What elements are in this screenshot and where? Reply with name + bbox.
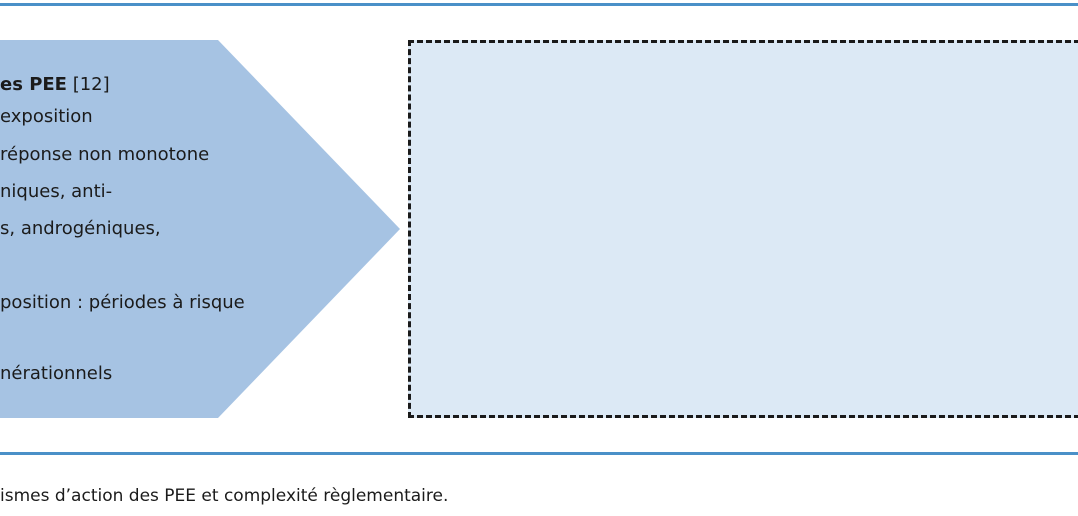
figure-caption: ismes d’action des PEE et complexité règlementaire.	[0, 486, 449, 506]
top-rule	[0, 3, 1078, 6]
mechanisms-line: exposition	[0, 106, 93, 127]
mechanisms-heading-ref: [12]	[66, 74, 110, 95]
bottom-rule	[0, 452, 1078, 455]
regulation-box	[408, 40, 1078, 418]
mechanisms-line: nérationnels	[0, 363, 113, 384]
mechanisms-heading	[0, 70, 110, 100]
mechanisms-line: niques, anti-	[0, 181, 113, 202]
mechanisms-line: réponse non monotone	[0, 144, 210, 165]
mechanisms-heading-bold: es PEE	[0, 74, 67, 95]
mechanisms-line: position : périodes à risque	[0, 292, 245, 313]
mechanisms-line: s, androgéniques,	[0, 218, 161, 239]
